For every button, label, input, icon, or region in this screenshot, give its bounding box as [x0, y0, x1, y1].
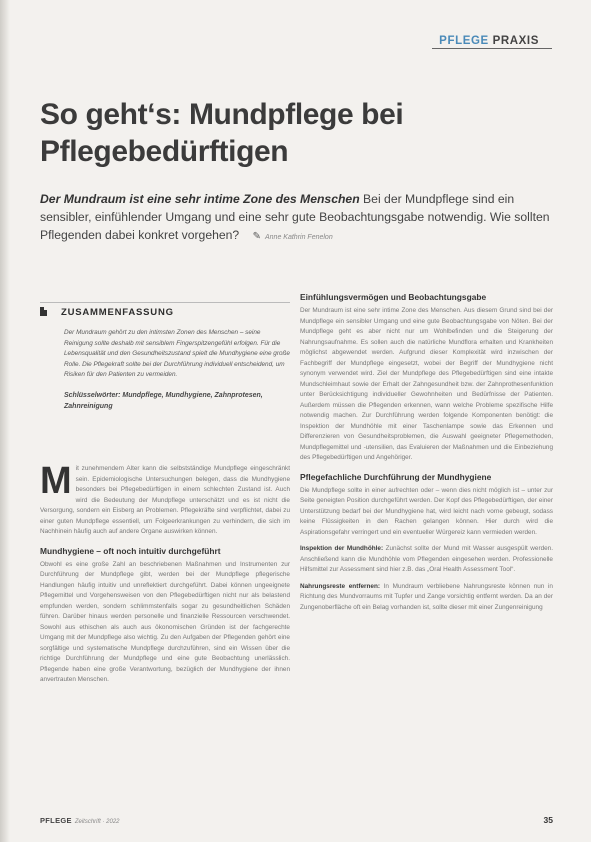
summary-text: Der Mundraum gehört zu den intimsten Zonen des Menschen – seine Reinigung sollte deshalb mit sensiblem Fingerspitzengefühl erfolgen. Für die Lebensqualität und den Gesundheitszustand spielt die Mundhygiene eine große Rolle. Die Pflegekraft sollte bei der Durchführung individuell entscheidend, um Risiken für den Patienten zu vermeiden.: [64, 329, 290, 379]
drop-cap: M: [40, 460, 72, 502]
paragraph-mundhygiene: Obwohl es eine große Zahl an beschriebenen Maßnahmen und Instrumenten zur Durchführung der Mundpflege gibt, werden bei der Mundpflege pflegerische Handlungen häufig intuitiv und unreflektiert durchgeführt. Dabei können ungeeignete Pflegemittel und Vorgehensweisen von den Pflegebedürftigen nicht nur als belastend empfunden werden, sondern schlimmstenfalls sogar zu gesundheitlichen Schäden führen. Darüber hinaus werden personelle und finanzielle Ressourcen verschwendet. Sowohl aus ethischen als auch aus ökonomischen Gründen ist der fachgerechte Umgang mit der Mundpflege also wichtig. Zu den Aufgaben der Pflegenden gehört eine sorgfältige und systematische Mundpflege durchzuführen, sind ein Wissen über die richtige Durchführung der Mundpflege und eine gute Beobachtung unerlässlich. Pflegende haben eine große Verantwortung, bezüglich der Mundhygiene der ihnen anvertrauten Menschen.: [40, 560, 290, 683]
text-inspektion: Zunächst sollte der Mund mit Wasser ausgespült werden. Anschließend kann die Mundhöhle vom Pflegenden eingesehen werden. Professionelle Hilfsmittel zur Assessment sind hier z.B. das „Oral Health Assessment Tool“.: [300, 545, 554, 573]
paragraph-nahrungsreste: [300, 582, 553, 614]
page-number: 35: [543, 815, 553, 825]
subhead-mundhygiene: Mundhygiene – oft noch intuitiv durchgeführt: [40, 545, 221, 556]
runin-inspektion: Inspektion der Mundhöhle:: [300, 545, 384, 552]
title-line-2: Pflegebedürftigen: [40, 135, 289, 168]
paragraph-einfuehlungsvermoegen: Der Mundraum ist eine sehr intime Zone des Menschen. Aus diesem Grund sind bei der Mundpflege ein sensibler Umgang und eine gute Beobachtungsgabe von Nöten. Bei der Mundpflege geht es aber nicht nur um Wohlbefinden und die Steigerung der Nahrungsaufnahme. Es sollen auch die natürliche Mundflora erhalten und Krankheiten möglichst abgewendet werden. Aufgrund dieser Komplexität wird inzwischen der Fachbegriff der Mundpflege eingesetzt, wobei der Begriff der Mundhygiene nicht synonym verwendet wird. Ziel der Mundpflege des Pflegebedürftigen sind eine intakte Mundschleimhaut sowie der Erhalt der Zahngesundheit bzw. der Zahnprothesenfunktion unter Berücksichtigung individueller Gewohnheiten und Bedürfnisse der Patienten. Außerdem müssen die Pflegenden erkennen, wann welche Probleme spezifische Hilfe notwendig machen. Zur Durchführung werden folgende Komponenten benötigt: die Inspektion der Mundhöhle mit einer Taschenlampe sowie das Erkennen und Differenzieren von Gesundheitsproblemen, die Auswahl geeigneter Pflegemethoden, Mundpflegemittel und -utensilien, das Evaluieren der Maßnahmen und die Einbeziehung des Pflegebedürftigen und Angehöriger.: [300, 307, 553, 461]
lead-highlight: Der Mundraum ist eine sehr intime Zone des Menschen: [40, 192, 360, 206]
header-rule: [432, 48, 552, 49]
footer-issue: Zeitschrift · 2022: [74, 819, 120, 825]
subhead-einfuehlungsvermoegen: Einfühlungsvermögen und Beobachtungsgabe: [300, 292, 487, 302]
article-lead: [40, 190, 560, 247]
page-binding-shadow: [0, 0, 10, 842]
pen-icon: ✎: [252, 231, 261, 242]
title-line-1: So geht‘s: Mundpflege bei: [40, 98, 404, 131]
section-header: [439, 35, 539, 47]
summary-box: [64, 328, 290, 412]
paragraph-durchfuehrung: Die Mundpflege sollte in einer aufrechten oder – wenn dies nicht möglich ist – unter zur Seite geneigten Position durchgeführt werden. Der Kopf des Pflegebedürftigen, der einer Unterstützung bedarf bei der Mundhygiene hat, wird leicht nach vorne gebeugt, sodass keine Flüssigkeiten in den Rachen gelangen können. Hier durch wird die Aspirationsgefahr verringert und ein eventueller Würgereiz kann vermieden werden.: [300, 486, 553, 536]
keywords-label: Schlüsselwörter:: [64, 391, 121, 399]
subhead-durchfuehrung: Pflegefachliche Durchführung der Mundhygiene: [300, 471, 492, 482]
document-icon: [40, 307, 47, 316]
summary-heading: [40, 307, 174, 318]
paragraph-inspektion: [300, 544, 553, 576]
keywords: [64, 390, 290, 412]
keywords-list: Mundpflege, Mundhygiene, Zahnprotesen, Zahnreinigung: [64, 391, 263, 410]
summary-heading-text: ZUSAMMENFASSUNG: [61, 307, 174, 318]
lead-text: Bei der Mundpflege sind ein sensibler, einfühlender Umgang und eine sehr gute Beobachtungsgabe notwendig. Wie sollten Pflegenden dabei konkret vorgehen?: [40, 192, 550, 242]
runin-nahrungsreste: Nahrungsreste entfernen:: [300, 582, 380, 590]
section-label-pflege: PFLEGE: [439, 35, 489, 47]
page-footer: [40, 816, 553, 828]
section-label-praxis: PRAXIS: [492, 35, 539, 47]
author-name: Anne Kathrin Fenelon: [265, 234, 333, 241]
article-title: [40, 96, 560, 170]
footer-journal: PFLEGE: [40, 816, 72, 825]
left-body: [40, 460, 290, 686]
summary-rule: [40, 302, 290, 303]
text-nahrungsreste: In Mundraum verbliebene Nahrungsreste können nun in Richtung des Mundvorraums mit Tupfer und Zange vorsichtig entfernt werden. Da an der Zungenoberfläche oft ein Belag vorhanden ist, sollte dieser mit einer Zungenreinigung: [300, 582, 553, 611]
right-column: [300, 288, 553, 613]
intro-paragraph: it zunehmendem Alter kann die selbstständige Mundpflege eingeschränkt sein. Epidemiologische Untersuchungen belegen, dass die Mundhygiene besonders bei Pflegebedürftigen in einem schlechten Zustand ist. Auch wird die Bedeutung der Mundpflege unterschätzt und es ist nicht die Versorgung, sondern ein Eisberg an Problemen. Pflegekräfte sind verpflichtet, dabei zu einer guten Mundpflege essentiell, um Folgeerkrankungen zu verhindern, die sich im Nachhinein häufig auch auf andere Organe auswirken können.: [40, 465, 290, 535]
